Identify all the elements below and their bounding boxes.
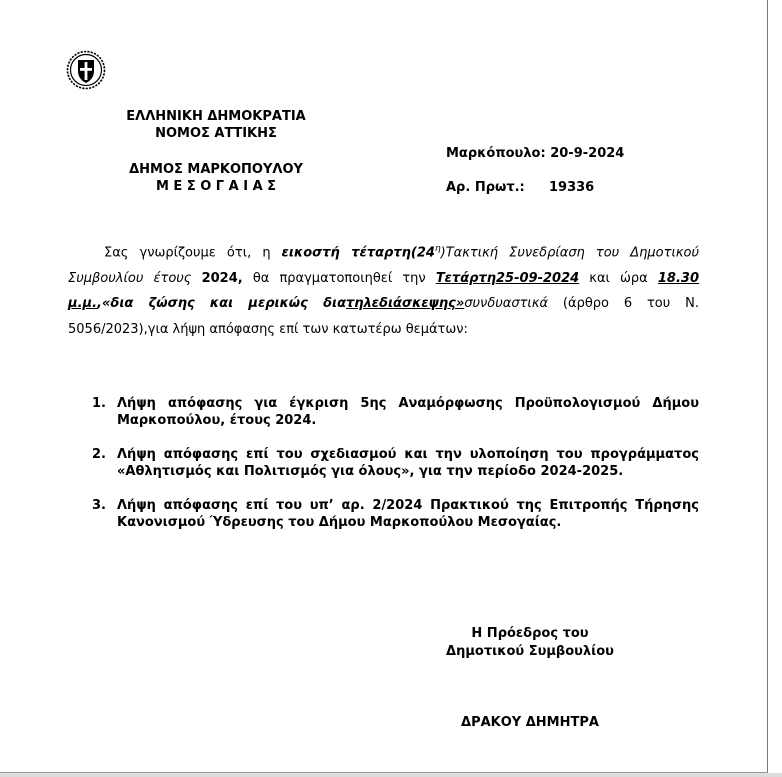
agenda-list (92, 395, 699, 531)
session-time: 18.30 μ.μ. (68, 270, 700, 312)
session-year: 2024, (201, 270, 243, 286)
place-date: Μαρκόπουλο: 20-9-2024 (446, 146, 625, 161)
greek-coat-of-arms-icon (66, 50, 106, 90)
country-name: ΕΛΛΗΝΙΚΗ ΔΗΜΟΚΡΑΤΙΑ (126, 109, 306, 124)
agenda-item-text: Λήψη απόφασης επί του υπ’ αρ. 2/2024 Πρακτικού της Επιτροπής Τήρησης Κανονισμού Ύδρευσης του Δήμου Μαρκοπούλου Μεσογαίας. (117, 498, 699, 530)
page-right-edge (767, 0, 768, 777)
agenda-item-text: Λήψη απόφασης επί του σχεδιασμού και την υλοποίηση του προγράμματος «Αθλητισμός και Πολιτισμός για όλους», για την περίοδο 2024-2025. (117, 447, 699, 479)
municipality-name: ΔΗΜΟΣ ΜΑΡΚΟΠΟΥΛΟΥ (129, 162, 303, 177)
text-intro: Σας γνωρίζουμε ότι, η (104, 245, 282, 261)
signature-title: Η Πρόεδρος του (471, 626, 589, 641)
session-ordinal-sup: η (434, 244, 441, 254)
signature-name: ΔΡΑΚΟΥ ΔΗΜΗΤΡΑ (461, 715, 599, 730)
session-day-date: Τετάρτη25-09-2024 (435, 270, 580, 286)
agenda-item-number: 1. (92, 396, 106, 411)
session-mode-c: συνδυαστικά (464, 296, 549, 312)
text-session-type: Τακτική Συνεδρίαση του Δημοτικού Συμβουλίου έτους (68, 245, 699, 286)
session-mode-a: ,«δια ζώσης και μερικώς δια (97, 296, 347, 312)
agenda-item-number: 3. (92, 498, 106, 513)
protocol-number: 19336 (549, 180, 595, 195)
agenda-item (92, 395, 699, 429)
prefecture-name: ΝΟΜΟΣ ΑΤΤΙΚΗΣ (155, 126, 277, 141)
text-legal-reference: (άρθρο 6 του Ν. 5056/2023),για λήψη απόφασης επί των κατωτέρω θεμάτων: (68, 296, 700, 337)
text-and-time: και ώρα (579, 270, 658, 286)
signature-council: Δημοτικού Συμβουλίου (446, 644, 614, 659)
agenda-item-text: Λήψη απόφασης για έγκριση 5ης Αναμόρφωσης Προϋπολογισμού Δήμου Μαρκοπούλου, έτους 2024. (117, 396, 699, 428)
session-ordinal: εικοστή τέταρτη(24 (281, 245, 435, 261)
agenda-item-number: 2. (92, 447, 106, 462)
municipality-subtitle: Μ Ε Σ Ο Γ Α Ι Α Σ (155, 179, 277, 194)
agenda-item (92, 497, 699, 531)
text-will-take-place: θα πραγματοποιηθεί την (242, 270, 436, 286)
session-mode-b: τηλεδιάσκεψης» (346, 296, 465, 312)
protocol-label: Αρ. Πρωτ.: (446, 180, 525, 195)
announcement-paragraph: Σας γνωρίζουμε ότι, η εικοστή $\tau έ\tau\alpha\rho\tau\eta(24^\eta)T\alpha\kappa\tau\iota\kappa ή$ Συνεδρίαση του Δημοτικού Συμβουλίου έτους 2024, θα πραγματοποιηθεί την Τετάρτη25-09-2024 και ώρα 18.30 μ.μ.,«δια ζώσης και μερικώς διατηλεδιάσκεψης»συνδυαστικά (άρθρο 6 του Ν. 5056/2023),για λήψη απόφασης επί των κατωτέρω θεμάτων: (68, 244, 700, 337)
agenda-item (92, 446, 699, 480)
viewer-bottom-band (0, 773, 782, 777)
